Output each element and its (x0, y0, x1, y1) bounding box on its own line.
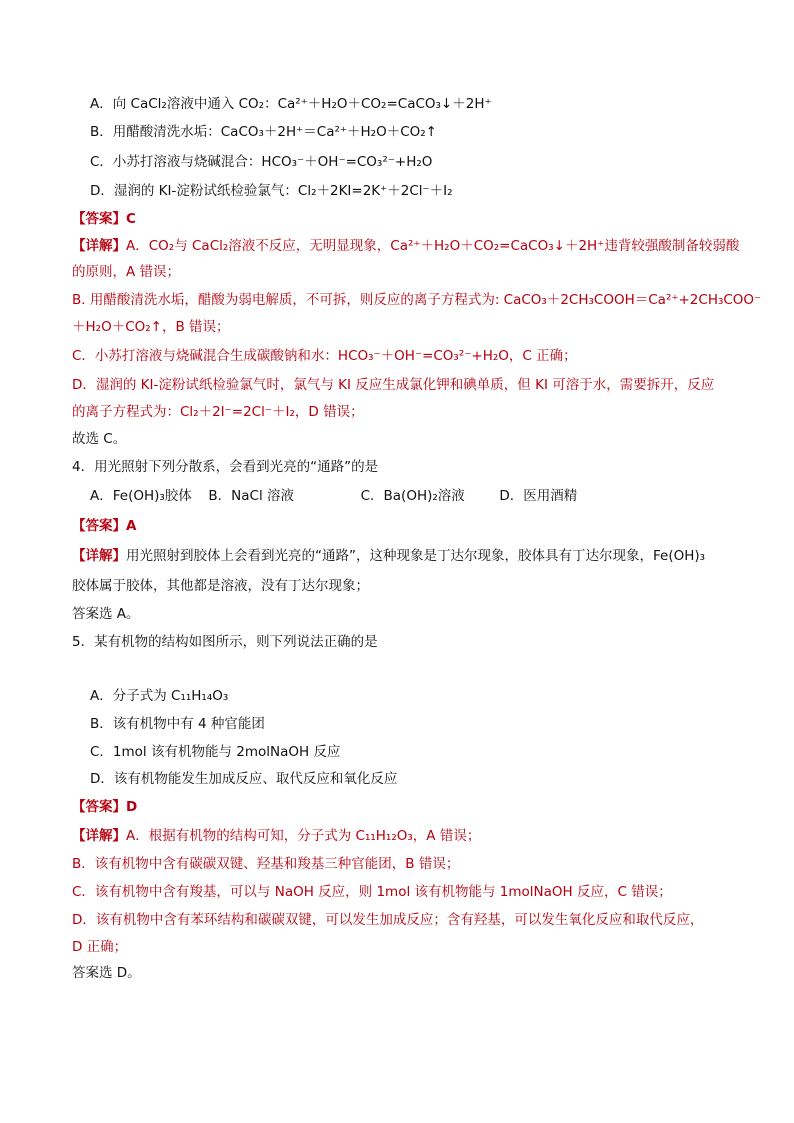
q4-option-c: C．Ba(OH)₂溶液 (360, 488, 465, 504)
q4-options (90, 486, 750, 506)
q3-detail-line-1 (72, 236, 740, 256)
q3-option-c: C．小苏打溶液与烧碱混合：HCO₃⁻＋OH⁻=CO₃²⁻+H₂O (90, 154, 433, 170)
q5-conclusion: 答案选 D。 (72, 965, 141, 981)
q5-option-a: A．分子式为 C₁₁H₁₄O₃ (90, 688, 229, 704)
q3-option-d: D．湿润的 KI-淀粉试纸检验氯气：Cl₂＋2KI=2K⁺＋2Cl⁻＋I₂ (90, 183, 453, 199)
q3-answer-value: C (126, 211, 136, 227)
q5-detail-line-1 (72, 826, 732, 846)
q4-answer-label: 【答案】 (72, 518, 126, 534)
q5-detail-line-4: D．该有机物中含有苯环结构和碳碳双键，可以发生加成反应；含有羟基，可以发生氧化反应和取代反应， (72, 912, 704, 928)
q4-detail-line-2: 胶体属于胶体，其他都是溶液，没有丁达尔现象； (72, 578, 369, 594)
q5-option-d: D．该有机物能发生加成反应、取代反应和氧化反应 (90, 771, 398, 787)
q3-detail-line-2: 的原则，A 错误； (72, 264, 181, 280)
q4-stem: 4．用光照射下列分散系，会看到光亮的“通路”的是 (72, 459, 379, 475)
q5-detail-line-2: B．该有机物中含有碳碳双键、羟基和羧基三种官能团，B 错误； (72, 856, 460, 872)
q4-detail-text-1: 用光照射到胶体上会看到光亮的“通路”，这种现象是丁达尔现象，胶体具有丁达尔现象，Fe(OH)₃ (126, 548, 706, 564)
q3-detail-line-3: B. 用醋酸清洗水垢，醋酸为弱电解质，不可拆，则反应的离子方程式为: CaCO₃＋2CH₃COOH＝Ca²⁺+2CH₃COO⁻ (72, 292, 762, 308)
q5-answer-label: 【答案】 (72, 799, 126, 815)
q3-detail-line-6: D．湿润的 KI-淀粉试纸检验氯气时，氯气与 KI 反应生成氯化钾和碘单质，但 KI 可溶于水，需要拆开，反应 (72, 377, 715, 393)
q5-detail-text-1: A．根据有机物的结构可知，分子式为 C₁₁H₁₂O₃，A 错误； (126, 828, 481, 844)
q4-detail-label: 【详解】 (72, 548, 126, 564)
q3-detail-line-7: 的离子方程式为：Cl₂＋2I⁻=2Cl⁻＋I₂，D 错误； (72, 404, 364, 420)
q3-option-b: B．用醋酸清洗水垢：CaCO₃＋2H⁺＝Ca²⁺＋H₂O＋CO₂↑ (90, 124, 437, 140)
q5-answer (72, 797, 732, 817)
q4-option-d: D．医用酒精 (499, 488, 578, 504)
q3-answer-label: 【答案】 (72, 211, 126, 227)
q4-answer (72, 516, 732, 536)
q4-detail-line-1 (72, 546, 732, 566)
q3-detail-line-4: ＋H₂O＋CO₂↑，B 错误； (72, 319, 230, 335)
q4-conclusion: 答案选 A。 (72, 606, 140, 622)
q3-detail-line-5: C．小苏打溶液与烧碱混合生成碳酸钠和水：HCO₃⁻＋OH⁻=CO₃²⁻+H₂O，C 正确； (72, 348, 577, 364)
q4-option-a: A．Fe(OH)₃胶体 (90, 488, 192, 504)
q5-detail-line-3: C．该有机物中含有羧基，可以与 NaOH 反应，则 1mol 该有机物能与 1molNaOH 反应，C 错误； (72, 884, 672, 900)
q3-conclusion: 故选 C。 (72, 431, 127, 447)
q5-answer-value: D (126, 799, 138, 815)
q5-option-b: B．该有机物中有 4 种官能团 (90, 716, 265, 732)
q3-detail-label: 【详解】 (72, 238, 126, 254)
q4-option-b: B．NaCl 溶液 (208, 488, 294, 504)
q3-option-a: A．向 CaCl₂溶液中通入 CO₂：Ca²⁺＋H₂O＋CO₂=CaCO₃↓＋2H⁺ (90, 96, 492, 112)
q4-answer-value: A (126, 518, 137, 534)
q3-detail-text-1: A．CO₂与 CaCl₂溶液不反应，无明显现象，Ca²⁺＋H₂O＋CO₂=CaCO₃↓＋2H⁺违背较强酸制备较弱酸 (126, 238, 740, 254)
q5-option-c: C．1mol 该有机物能与 2molNaOH 反应 (90, 744, 341, 760)
q5-stem: 5．某有机物的结构如图所示，则下列说法正确的是 (72, 634, 378, 650)
q5-detail-label: 【详解】 (72, 828, 126, 844)
q3-answer (72, 209, 732, 229)
q5-detail-line-5: D 正确； (72, 939, 128, 955)
